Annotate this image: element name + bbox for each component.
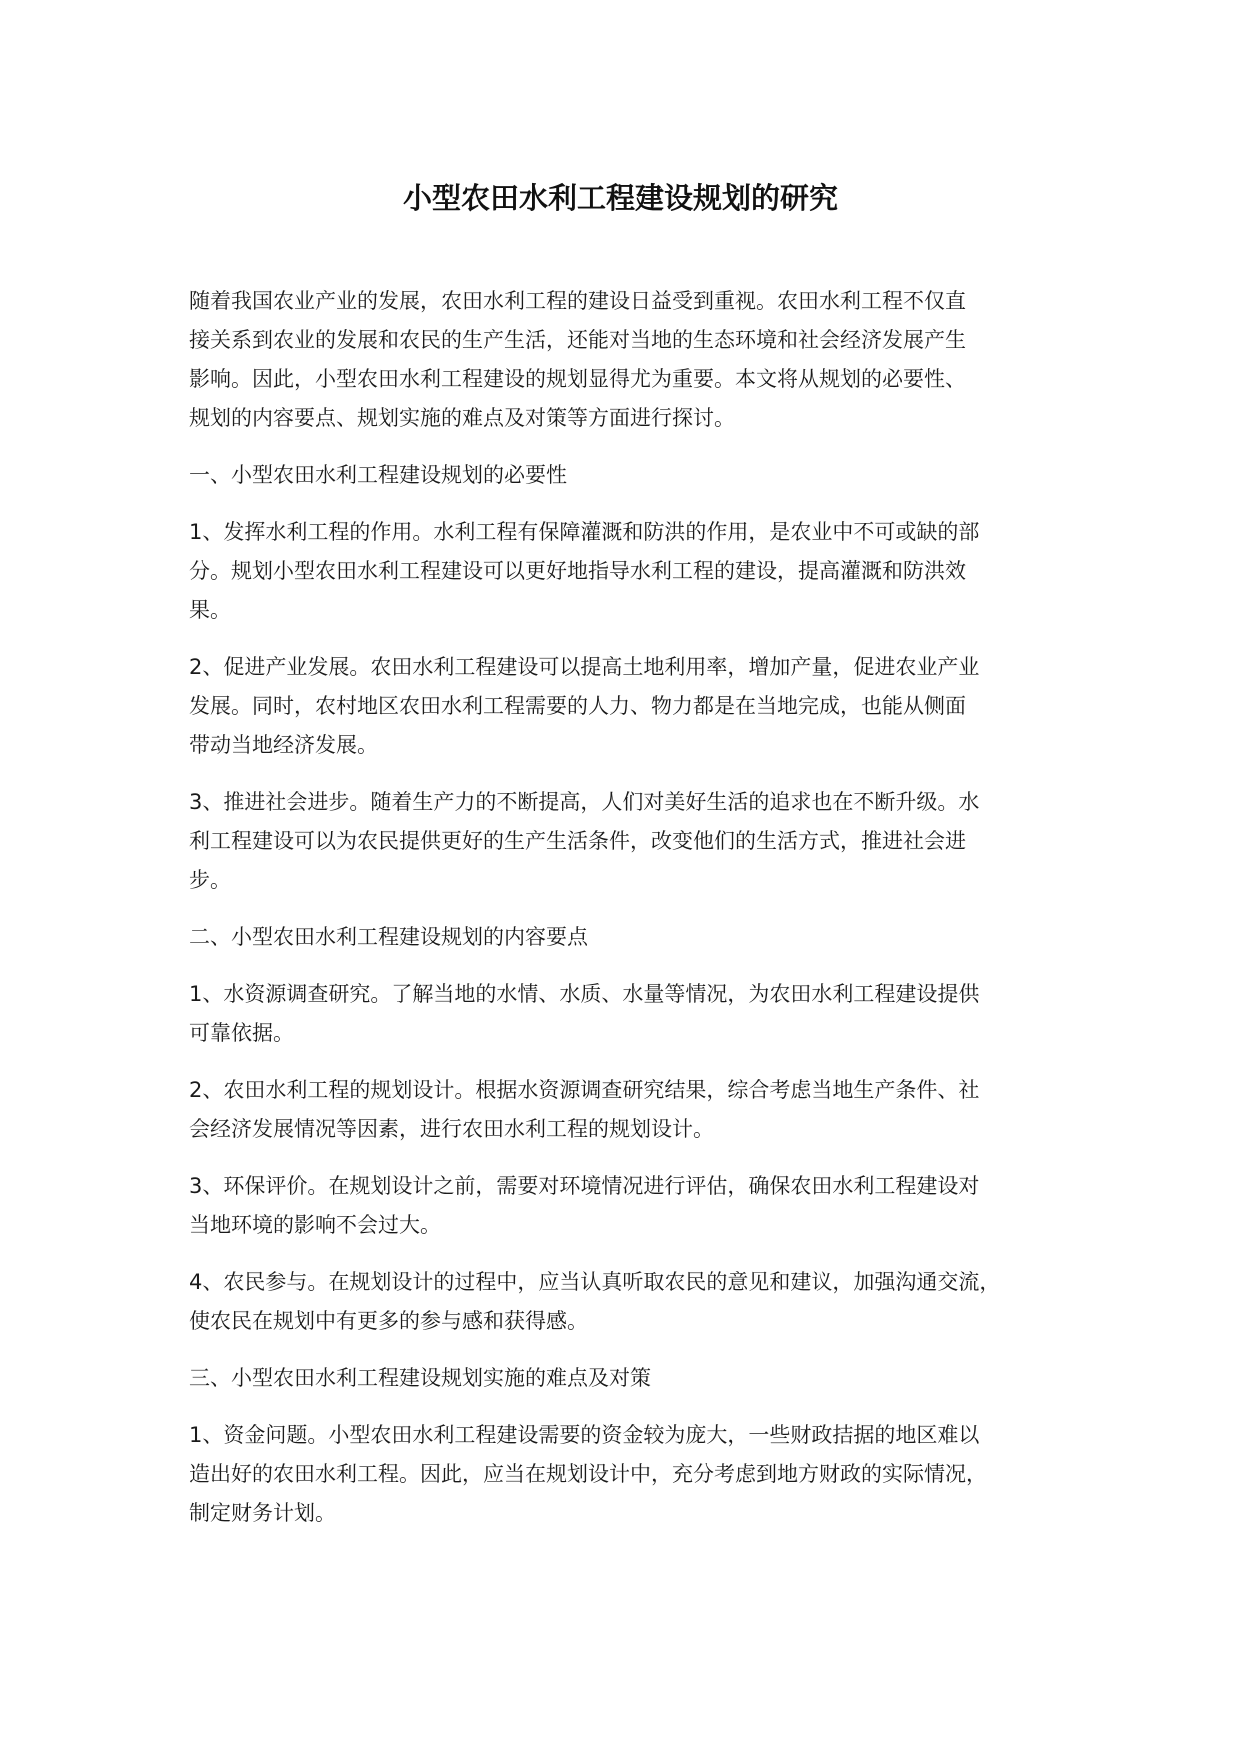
paragraph-2-4	[189, 1263, 1079, 1341]
document-title: 小型农田水利工程建设规划的研究	[402, 181, 838, 215]
text-line: 造出好的农田水利工程。因此，应当在规划设计中，充分考虑到地方财政的实际情况，	[189, 1462, 987, 1486]
paragraph-1-2	[189, 648, 1079, 765]
text-line: 使农民在规划中有更多的参与感和获得感。	[189, 1309, 588, 1333]
paragraph-1-3	[189, 783, 1079, 900]
section-heading-text: 三、小型农田水利工程建设规划实施的难点及对策	[189, 1366, 651, 1390]
section-heading-1	[189, 456, 1079, 495]
text-line: 果。	[189, 598, 231, 622]
paragraph-3-1	[189, 1416, 1079, 1533]
text-line: 分。规划小型农田水利工程建设可以更好地指导水利工程的建设，提高灌溉和防洪效	[189, 559, 966, 583]
section-heading-3	[189, 1359, 1079, 1398]
document-body	[189, 282, 1079, 1551]
paragraph-1-1	[189, 513, 1079, 630]
section-heading-text: 二、小型农田水利工程建设规划的内容要点	[189, 925, 588, 949]
text-line: 步。	[189, 868, 231, 892]
text-line: 1、资金问题。小型农田水利工程建设需要的资金较为庞大，一些财政拮据的地区难以	[189, 1423, 980, 1447]
paragraph-2-1	[189, 975, 1079, 1053]
text-line: 1、发挥水利工程的作用。水利工程有保障灌溉和防洪的作用，是农业中不可或缺的部	[189, 520, 980, 544]
intro-paragraph	[189, 282, 1079, 438]
text-line: 1、水资源调查研究。了解当地的水情、水质、水量等情况，为农田水利工程建设提供	[189, 982, 980, 1006]
paragraph-2-3	[189, 1167, 1079, 1245]
text-line: 利工程建设可以为农民提供更好的生产生活条件，改变他们的生活方式，推进社会进	[189, 829, 966, 853]
paragraph-2-2	[189, 1071, 1079, 1149]
text-line: 随着我国农业产业的发展，农田水利工程的建设日益受到重视。农田水利工程不仅直	[189, 289, 966, 313]
text-line: 3、环保评价。在规划设计之前，需要对环境情况进行评估，确保农田水利工程建设对	[189, 1174, 980, 1198]
text-line: 3、推进社会进步。随着生产力的不断提高，人们对美好生活的追求也在不断升级。水	[189, 790, 980, 814]
text-line: 制定财务计划。	[189, 1501, 336, 1525]
text-line: 规划的内容要点、规划实施的难点及对策等方面进行探讨。	[189, 406, 735, 430]
section-heading-2	[189, 918, 1079, 957]
text-line: 可靠依据。	[189, 1021, 294, 1045]
text-line: 2、促进产业发展。农田水利工程建设可以提高土地利用率，增加产量，促进农业产业	[189, 655, 980, 679]
text-line: 发展。同时，农村地区农田水利工程需要的人力、物力都是在当地完成，也能从侧面	[189, 694, 966, 718]
text-line: 影响。因此，小型农田水利工程建设的规划显得尤为重要。本文将从规划的必要性、	[189, 367, 966, 391]
text-line: 会经济发展情况等因素，进行农田水利工程的规划设计。	[189, 1117, 714, 1141]
section-heading-text: 一、小型农田水利工程建设规划的必要性	[189, 463, 567, 487]
text-line: 接关系到农业的发展和农民的生产生活，还能对当地的生态环境和社会经济发展产生	[189, 328, 966, 352]
text-line: 带动当地经济发展。	[189, 733, 378, 757]
text-line: 当地环境的影响不会过大。	[189, 1213, 441, 1237]
text-line: 4、农民参与。在规划设计的过程中，应当认真听取农民的意见和建议，加强沟通交流，	[189, 1270, 1001, 1294]
text-line: 2、农田水利工程的规划设计。根据水资源调查研究结果，综合考虑当地生产条件、社	[189, 1078, 980, 1102]
